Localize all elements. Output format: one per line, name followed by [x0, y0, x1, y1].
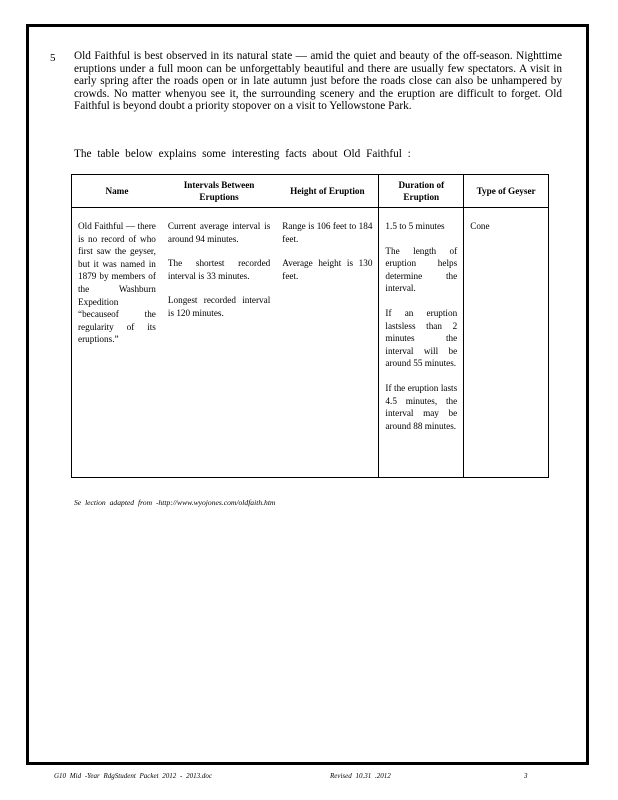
header-duration: Duration of Eruption — [379, 175, 464, 208]
duration-long-eruption: If the eruption lasts 4.5 minutes, the interval may be around 88 minutes. — [385, 382, 458, 431]
interval-shortest: The shortest recorded interval is 33 minutes. — [167, 258, 271, 281]
footer-revised: Revised 10.31 .2012 — [330, 772, 391, 780]
duration-length-note: The length of eruption helps determine the interval. — [385, 245, 458, 294]
page-number: 3 — [524, 772, 528, 780]
height-range: Range is 106 feet to 184 feet. — [282, 221, 373, 244]
cell-name: Old Faithful — there is no record of who first saw the geyser, but it was named in 1879 by members of the Washburn Expedition “becauseof the regularity of its eruptions.” — [78, 221, 156, 345]
header-height: Height of Eruption — [276, 175, 379, 208]
cell-type: Cone — [470, 221, 490, 231]
duration-short-eruption: If an eruption lastsless than 2 minutes the interval will be around 55 minutes. — [385, 307, 458, 369]
duration-range: 1.5 to 5 minutes — [385, 221, 445, 231]
cell-duration — [379, 208, 464, 478]
table-intro: The table below explains some interesting facts about Old Faithful : — [74, 148, 411, 160]
old-faithful-facts-table — [71, 174, 549, 478]
header-name: Name — [72, 175, 162, 208]
header-type: Type of Geyser — [464, 175, 549, 208]
header-intervals: Intervals Between Eruptions — [162, 175, 276, 208]
cell-intervals — [162, 208, 276, 478]
interval-average: Current average interval is around 94 minutes. — [167, 221, 271, 244]
cell-height — [276, 208, 379, 478]
paragraph-number: 5 — [50, 52, 56, 64]
source-citation: Se lection adapted from -http://www.wyojones.com/oldfaith.htm — [74, 498, 276, 507]
interval-longest: Longest recorded interval is 120 minutes. — [167, 295, 271, 318]
table-row — [72, 208, 549, 478]
body-paragraph: Old Faithful is best observed in its natural state — amid the quiet and beauty of the off-season. Nighttime eruptions under a full moon can be unforgettably beautiful and there are usually few spectators. A visit in early spring after the roads open or in late autumn just before the roads close can also be unhampered by crowds. No matter whenyou see it, the surrounding scenery and the eruption are difficult to forget. Old Faithful is beyond doubt a priority stopover on a visit to Yellowstone Park. — [74, 50, 562, 113]
footer-filename: G10 Mid -Year RdgStudent Packet 2012 - 2013.doc — [54, 772, 212, 780]
height-average: Average height is 130 feet. — [282, 258, 373, 281]
table-header-row — [72, 175, 549, 208]
